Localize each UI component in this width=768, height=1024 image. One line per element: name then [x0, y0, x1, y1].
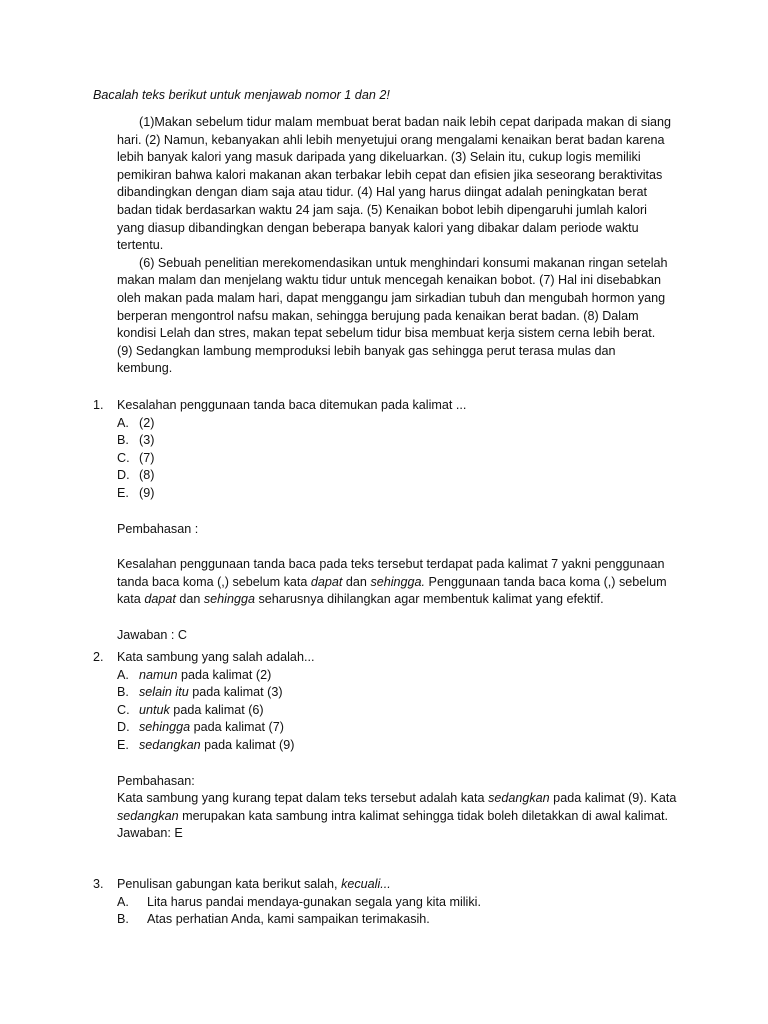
options-list: [93, 415, 683, 503]
option-letter: E.: [117, 737, 129, 752]
option-d: [117, 719, 683, 737]
option-letter: A.: [117, 667, 129, 682]
discussion-text: Kata sambung yang kurang tepat dalam teks tersebut adalah kata sedangkan pada kalimat (9). Kata sedangkan merupakan kata sambung intra kalimat sehingga tidak boleh diletakkan di awal kalimat.: [117, 791, 677, 823]
question-number: 2.: [93, 650, 104, 664]
option-italic: sedangkan: [139, 737, 201, 752]
question-number: 1.: [93, 398, 104, 412]
options-list: [93, 667, 683, 755]
option-italic: sehingga: [139, 720, 191, 735]
option-text: pada kalimat (9): [200, 737, 295, 752]
discussion-text: Kesalahan penggunaan tanda baca pada teks tersebut terdapat pada kalimat 7 yakni penggunaan tanda baca koma (,) sebelum kata dapat dan sehingga. Penggunaan tanda baca koma (,) sebelum kata dapat dan sehingga seharusnya dihilangkan agar membentuk kalimat yang efektif.: [117, 557, 667, 607]
option-letter: B.: [117, 685, 129, 700]
option-e: [117, 485, 683, 503]
answer-text: Jawaban: E: [117, 826, 183, 841]
option-italic: selain itu: [139, 685, 189, 700]
discussion-label: Pembahasan:: [117, 773, 195, 788]
reading-passage: [117, 114, 673, 378]
option-text: pada kalimat (2): [177, 667, 272, 682]
passage-paragraph: (1)Makan sebelum tidur malam membuat berat badan naik lebih cepat daripada makan di siang hari. (2) Namun, kebanyakan ahli lebih menyetujui orang mengalami kenaikan berat badan karena lebih banyak kalori yang masuk daripada yang dikeluarkan. (3) Selain itu, cukup logis memiliki pemikiran bahwa kalori makanan akan terbakar lebih cepat dan efisien jika seseorang beraktivitas dibandingkan dengan diam saja atau tidur. (4) Hal yang harus diingat adalah peningkatan berat badan tidak berdasarkan waktu 24 jam saja. (5) Kenaikan bobot lebih dipengaruhi jumlah kalori yang diasup dibandingkan dengan beberapa banyak kalori yang dibakar dalam periode waktu tertentu.: [117, 115, 672, 253]
option-letter: D.: [117, 720, 130, 735]
option-letter: B.: [117, 433, 129, 448]
option-text: pada kalimat (6): [169, 702, 264, 717]
question-1: [93, 397, 683, 645]
option-italic: namun: [139, 667, 178, 682]
option-text: Lita harus pandai mendaya-gunakan segala yang kita miliki.: [147, 894, 481, 909]
option-a: [117, 415, 683, 433]
option-c: [117, 702, 683, 720]
question-text: Kata sambung yang salah adalah...: [117, 650, 315, 664]
option-e: [117, 737, 683, 755]
option-text: (7): [139, 450, 155, 465]
options-list: [93, 894, 683, 929]
option-text: (3): [139, 433, 155, 448]
option-text: Atas perhatian Anda, kami sampaikan terimakasih.: [147, 912, 430, 927]
option-letter: B.: [117, 912, 129, 927]
option-a: [117, 667, 683, 685]
option-c: [117, 450, 683, 468]
option-italic: untuk: [139, 702, 170, 717]
discussion-label: Pembahasan :: [117, 521, 199, 536]
question-3: [93, 876, 683, 929]
option-b: [117, 911, 683, 929]
option-letter: A.: [117, 415, 129, 430]
option-b: [117, 684, 683, 702]
option-text: pada kalimat (7): [190, 720, 284, 735]
option-a: [117, 894, 683, 912]
option-text: (2): [139, 415, 155, 430]
option-b: [117, 432, 683, 450]
answer-text: Jawaban : C: [117, 627, 188, 642]
option-letter: E.: [117, 485, 129, 500]
question-text: Kesalahan penggunaan tanda baca ditemukan pada kalimat ...: [117, 398, 467, 412]
option-letter: C.: [117, 702, 130, 717]
option-d: [117, 467, 683, 485]
option-letter: D.: [117, 468, 130, 483]
option-text: (8): [139, 468, 155, 483]
option-text: pada kalimat (3): [188, 685, 283, 700]
option-text: (9): [139, 485, 155, 500]
option-letter: C.: [117, 450, 130, 465]
reading-instruction: Bacalah teks berikut untuk menjawab nomor 1 dan 2!: [93, 88, 390, 102]
question-2: [93, 649, 683, 843]
question-text: Penulisan gabungan kata berikut salah, kecuali...: [117, 877, 391, 891]
passage-paragraph: (6) Sebuah penelitian merekomendasikan untuk menghindari konsumi makanan ringan setelah makan malam dan menjelang waktu tidur untuk mencegah kenaikan bobot. (7) Hal ini disebabkan oleh makan pada malam hari, dapat menggangu jam sirkadian tubuh dan mengubah hormon yang berperan mengontrol nafsu makan, sehingga berujung pada kenaikan berat badan. (8) Dalam kondisi Lelah dan stres, makan tepat sebelum tidur bisa membuat kerja sistem cerna lebih berat. (9) Sedangkan lambung memproduksi lebih banyak gas sehingga perut terasa mulas dan kembung.: [117, 255, 668, 376]
question-number: 3.: [93, 877, 104, 891]
option-letter: A.: [117, 894, 129, 909]
